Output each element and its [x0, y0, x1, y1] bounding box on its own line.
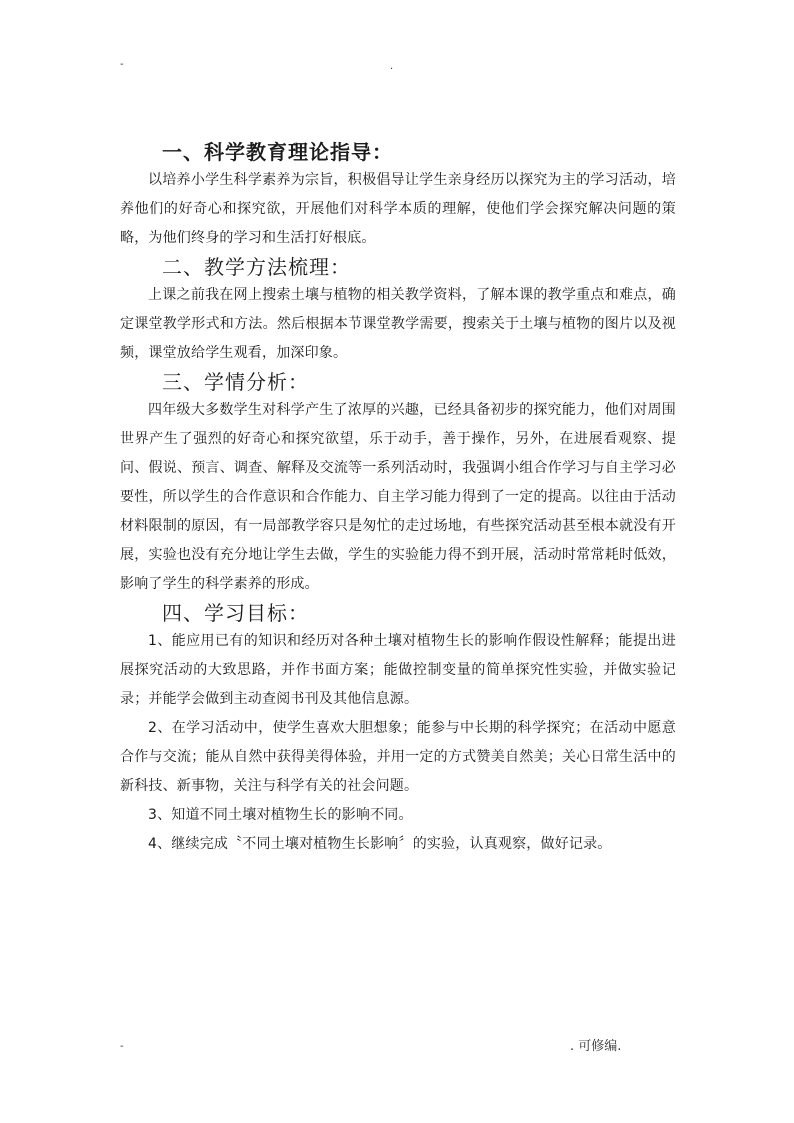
section-heading-theory: 一、科学教育理论指导：	[162, 140, 393, 164]
document-body	[120, 138, 676, 859]
goal-item-1: 1、能应用已有的知识和经历对各种土壤对植物生长的影响作假设性解释；能提出进展探究活动的大致思路，并作书面方案；能做控制变量的简单探究性实验，并做实验记录；并能学会做到主动查阅书刊及其他信息源。	[120, 633, 676, 707]
section-heading-learning-goals: 四、学习目标：	[162, 601, 309, 625]
section-heading-student-analysis: 三、学情分析：	[162, 370, 309, 394]
header-center-mark: .	[390, 61, 394, 72]
footer-left-mark: -	[120, 1041, 124, 1052]
header-left-mark: -	[120, 59, 124, 70]
goal-item-2: 2、在学习活动中，使学生喜欢大胆想象；能参与中长期的科学探究；在活动中愿意合作与交流；能从自然中获得美得体验，并用一定的方式赞美自然美；关心日常生活中的新科技、新事物，关注与科学有关的社会问题。	[120, 720, 676, 794]
section-heading-methods: 二、教学方法梳理：	[162, 255, 351, 279]
goal-item-3: 3、知道不同土壤对植物生长的影响不同。	[148, 807, 413, 823]
paragraph-methods: 上课之前我在网上搜索土壤与植物的相关教学资料，了解本课的教学重点和难点，确定课堂教学形式和方法。然后根据本节课堂教学需要，搜索关于土壤与植物的图片以及视频，课堂放给学生观看，加深印象。	[120, 287, 676, 361]
paragraph-theory: 以培养小学生科学素养为宗旨，积极倡导让学生亲身经历以探究为主的学习活动，培养他们的好奇心和探究欲，开展他们对科学本质的理解，使他们学会探究解决问题的策略，为他们终身的学习和生活打好根底。	[120, 172, 676, 246]
footer-editable-note: . 可修编.	[570, 1039, 622, 1054]
paragraph-student-analysis: 四年级大多数学生对科学产生了浓厚的兴趣，已经具备初步的探究能力，他们对周围世界产生了强烈的好奇心和探究欲望，乐于动手，善于操作，另外，在进展看观察、提问、假说、预言、调查、解释及交流等一系列活动时，我强调小组合作学习与自主学习必要性，所以学生的合作意识和合作能力、自主学习能力得到了一定的提高。以往由于活动材料限制的原因，有一局部教学容只是匆忙的走过场地，有些探究活动甚至根本就没有开展，实验也没有充分地让学生去做，学生的实验能力得不到开展，活动时常常耗时低效，影响了学生的科学素养的形成。	[120, 402, 676, 592]
goal-item-4: 4、继续完成〝不同土壤对植物生长影响〞的实验，认真观察，做好记录。	[148, 836, 612, 852]
